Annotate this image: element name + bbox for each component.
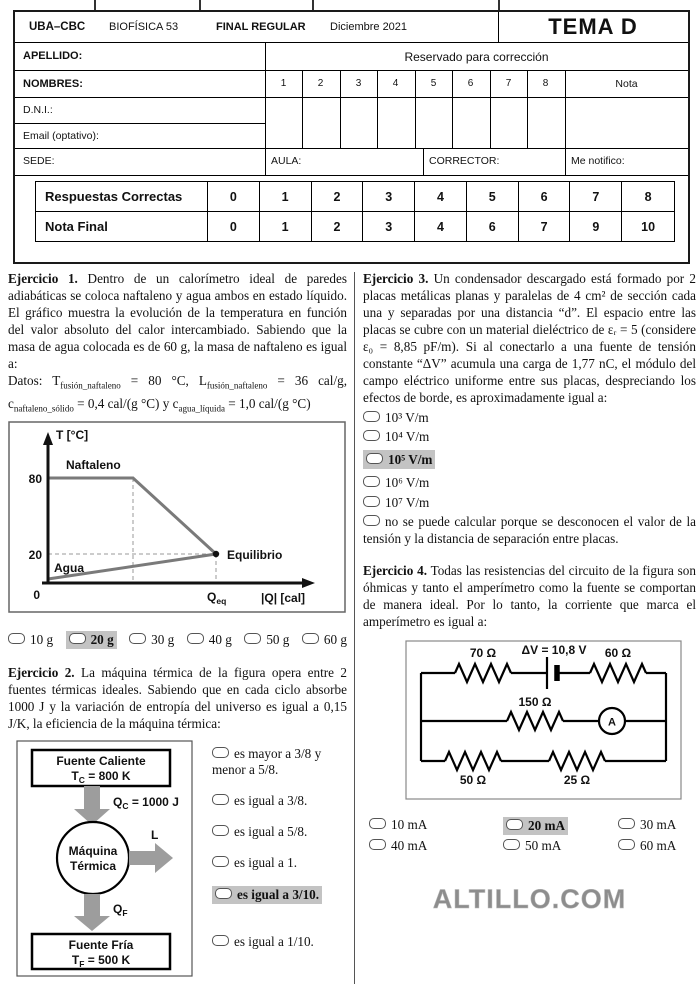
- checkbox-icon[interactable]: [212, 935, 229, 946]
- grading-cell: 2: [312, 182, 364, 212]
- checkbox-icon[interactable]: [369, 839, 386, 850]
- grading-cell: 7: [519, 212, 571, 241]
- course-label: BIOFÍSICA 53: [109, 21, 179, 33]
- answer-option[interactable]: es igual a 5/8.: [212, 824, 346, 840]
- answer-option[interactable]: es igual a 1.: [212, 855, 346, 871]
- question-number: 4: [392, 78, 399, 89]
- heat-engine-diagram: [16, 740, 194, 982]
- work-arrow: [129, 851, 155, 865]
- x-axis-arrow: [302, 578, 315, 588]
- agua-label: Agua: [54, 561, 84, 576]
- question-number: 7: [505, 78, 512, 89]
- exercise2-figure-block: [8, 740, 347, 982]
- grading-row-label: Respuestas Correctas: [36, 182, 208, 212]
- question-number: 3: [355, 78, 362, 89]
- question-number: 8: [542, 78, 549, 89]
- checkbox-icon[interactable]: [69, 633, 86, 644]
- exercise3-options: [363, 409, 696, 548]
- divider: [498, 12, 499, 42]
- answer-option-selected[interactable]: 10⁵ V/m: [363, 450, 435, 469]
- answer-option[interactable]: 50 mA: [503, 838, 618, 854]
- grading-cell: 5: [467, 182, 519, 212]
- dni-label: D.N.I.:: [23, 104, 53, 116]
- answer-option-selected[interactable]: 20 g: [66, 631, 117, 649]
- question-number: 5: [430, 78, 437, 89]
- right-column: [363, 270, 696, 915]
- y-axis-label: T [°C]: [56, 428, 89, 443]
- answer-option[interactable]: es mayor a 3/8 y menor a 5/8.: [212, 746, 322, 778]
- answer-option[interactable]: 10⁷ V/m: [363, 494, 696, 511]
- circuit-diagram: [405, 640, 682, 800]
- exercise4-title: Ejercicio 4.: [363, 563, 427, 578]
- aula-label: AULA:: [271, 155, 302, 167]
- divider: [15, 148, 688, 149]
- grading-cell: 0: [208, 182, 260, 212]
- grading-cell: 9: [570, 212, 622, 241]
- checkbox-icon[interactable]: [363, 496, 380, 507]
- exercise3-statement: Ejercicio 3. Un condensador descargado está formado por 2 placas metálicas planas y paralelas de 4 cm² de sección cada una y separadas por una distancia “d”. El espacio entre las placas se cubre con un material dieléctrico de εᵣ = 5 (considere ε₀ = 8,85 pF/m). Si al conectarlo a una fuente de tensión constante “ΔV” acumula una carga de 1,77 nC, el módulo del campo eléctrico uniforme entre sus placas, despreciando los efectos de borde, es aproximadamente igual a:: [363, 271, 696, 405]
- answer-option[interactable]: 60 g: [302, 632, 347, 648]
- answer-option[interactable]: 30 mA: [618, 817, 696, 835]
- exam-type-label: FINAL REGULAR: [216, 21, 306, 33]
- checkbox-icon[interactable]: [363, 515, 380, 526]
- checkbox-icon[interactable]: [506, 819, 523, 830]
- exercise2-options: [212, 746, 346, 965]
- qeq-label: $Q_{eq}$: [207, 590, 227, 607]
- exercise1-title: Ejercicio 1.: [8, 271, 78, 286]
- answer-option[interactable]: 10⁶ V/m: [363, 474, 696, 491]
- checkbox-icon[interactable]: [212, 825, 229, 836]
- column-divider: [354, 272, 355, 984]
- answer-option[interactable]: no se puede calcular porque se desconocen el valor de la tensión y la distancia de separación entre placas.: [363, 514, 696, 546]
- divider: [15, 175, 688, 176]
- answer-option-selected[interactable]: es igual a 3/10.: [212, 886, 322, 904]
- nombres-label: NOMBRES:: [23, 78, 83, 90]
- grading-cell: 6: [519, 182, 571, 212]
- apellido-label: APELLIDO:: [23, 50, 83, 62]
- header-form-box: [13, 10, 690, 264]
- checkbox-icon[interactable]: [618, 818, 635, 829]
- heat-out-arrow: [84, 894, 100, 916]
- cold-reservoir-label: Fuente Fría: [68, 938, 134, 953]
- left-column: [8, 270, 347, 982]
- answer-option[interactable]: es igual a 3/8.: [212, 793, 346, 809]
- question-number: 6: [467, 78, 474, 89]
- equilibrio-label: Equilibrio: [227, 548, 283, 563]
- grading-cell: 7: [570, 182, 622, 212]
- question-number: 2: [317, 78, 324, 89]
- resistor-60-label: 60 Ω: [604, 646, 632, 660]
- exercise4-statement: Ejercicio 4. Todas las resistencias del circuito de la figura son óhmicas y tanto el amperímetro como la fuente se comportan de manera ideal. Por lo tanto, la corriente que marca el amperímetro es igual a:: [363, 563, 696, 629]
- grading-cell: 4: [415, 182, 467, 212]
- answer-option[interactable]: 10⁴ V/m: [363, 428, 696, 445]
- grading-cell: 8: [622, 182, 674, 212]
- qc-label: $Q_C = 1000$ J: [113, 795, 179, 812]
- me-notifico-label: Me notifico:: [571, 155, 625, 167]
- resistor-70: [455, 664, 511, 682]
- naftaleno-curve: [48, 478, 216, 554]
- checkbox-icon[interactable]: [503, 839, 520, 850]
- answer-option[interactable]: 40 g: [187, 632, 232, 648]
- exercise2-statement: Ejercicio 2. La máquina térmica de la figura opera entre 2 fuentes térmicas ideales. Sabiendo que en cada ciclo absorbe 1000 J y la variación de entropía del universo es igual a 0,15 J/K, la eficiencia de la máquina térmica:: [8, 665, 348, 732]
- work-label: L: [151, 828, 159, 843]
- y-axis-arrow: [43, 432, 53, 445]
- grading-cell: 1: [260, 212, 312, 241]
- temperature-heat-chart: [8, 421, 346, 613]
- tick-20: 20: [28, 548, 42, 563]
- ammeter-label: A: [608, 716, 616, 729]
- checkbox-icon[interactable]: [244, 633, 261, 644]
- cold-temperature-label: $T_F = 500$ K: [71, 953, 131, 970]
- answer-option-selected[interactable]: 20 mA: [503, 817, 568, 835]
- equilibrium-point: [213, 551, 219, 557]
- answer-option[interactable]: 50 g: [244, 632, 289, 648]
- grading-cell: 6: [467, 212, 519, 241]
- checkbox-icon[interactable]: [212, 747, 229, 758]
- tema-label: TEMA D: [548, 14, 638, 39]
- grading-cell: 2: [312, 212, 364, 241]
- x-axis-label: |Q| [cal]: [261, 591, 306, 606]
- checkbox-icon[interactable]: [363, 476, 380, 487]
- answer-option[interactable]: 40 mA: [363, 838, 503, 854]
- naftaleno-label: Naftaleno: [66, 458, 121, 473]
- engine-circle: [57, 822, 129, 894]
- engine-label-2: Térmica: [69, 859, 117, 874]
- sede-label: SEDE:: [23, 155, 55, 167]
- nota-label: Nota: [615, 78, 638, 90]
- crop-tick: [312, 0, 314, 10]
- question-number: 1: [280, 78, 287, 89]
- grading-cell: 10: [641, 219, 656, 234]
- crop-tick: [94, 0, 96, 10]
- checkbox-icon[interactable]: [215, 888, 232, 899]
- checkbox-icon[interactable]: [8, 633, 25, 644]
- tick-0: 0: [33, 588, 40, 603]
- engine-label-1: Máquina: [68, 844, 118, 859]
- grading-row-label: Nota Final: [36, 212, 208, 241]
- checkbox-icon[interactable]: [187, 633, 204, 644]
- exam-date-label: Diciembre 2021: [330, 21, 408, 33]
- circuit-figure: [405, 640, 696, 805]
- source-label: ΔV = 10,8 V: [521, 643, 587, 657]
- grading-cell: 3: [363, 182, 415, 212]
- divider: [15, 97, 688, 98]
- resistor-50-label: 50 Ω: [459, 773, 487, 787]
- checkbox-icon[interactable]: [363, 430, 380, 441]
- resistor-70-label: 70 Ω: [469, 646, 497, 660]
- resistor-150: [507, 712, 563, 730]
- answer-option[interactable]: 10 mA: [363, 817, 503, 835]
- divider: [15, 42, 688, 43]
- checkbox-icon[interactable]: [363, 411, 380, 422]
- resistor-25: [549, 752, 605, 770]
- resistor-50: [445, 752, 501, 770]
- resistor-25-label: 25 Ω: [563, 773, 591, 787]
- divider: [423, 148, 424, 175]
- exercise3-title: Ejercicio 3.: [363, 271, 429, 286]
- hot-reservoir-label: Fuente Caliente: [56, 754, 146, 769]
- hot-temperature-label: $T_C = 800$ K: [71, 769, 131, 786]
- exercise1-data: Datos: $T_{fusión\_naftaleno} = 80$ °C, $L_{fusión\_naftaleno} = 36$ cal/g, $c_{naftaleno\_sólido} = 0,4$ cal/(g °C) y $c_{agua\_líquida} = 1,0$ cal/(g °C): [8, 373, 348, 414]
- grading-cell: 4: [415, 212, 467, 241]
- answer-option[interactable]: 10 g: [8, 632, 53, 648]
- qf-label: $Q_F$: [113, 902, 128, 919]
- reservado-label: Reservado para corrección: [404, 50, 549, 64]
- grading-table: [35, 181, 675, 242]
- exercise1-statement: Ejercicio 1. Dentro de un calorímetro ideal de paredes adiabáticas se coloca naftaleno y agua ambos en estado líquido. El gráfico muestra la evolución de la temperatura en función del valor absoluto del calor intercambiado. Sabiendo que la masa de agua colocada es de 60 g, la masa de naftaleno es igual a:: [8, 271, 347, 371]
- divider: [15, 123, 265, 124]
- crop-tick: [199, 0, 201, 10]
- resistor-60: [590, 664, 646, 682]
- checkbox-icon[interactable]: [302, 633, 319, 644]
- heat-in-arrow: [84, 786, 100, 809]
- grading-cell: 1: [260, 182, 312, 212]
- exercise2-title: Ejercicio 2.: [8, 665, 75, 681]
- watermark: ALTILLO.COM: [432, 884, 627, 914]
- answer-option[interactable]: es igual a 1/10.: [212, 934, 346, 950]
- divider: [15, 70, 688, 71]
- grading-cell: 3: [363, 212, 415, 241]
- checkbox-icon[interactable]: [366, 453, 383, 464]
- exercise4-options: [363, 817, 696, 854]
- checkbox-icon[interactable]: [212, 856, 229, 867]
- exercise1-options: [8, 631, 347, 649]
- checkbox-icon[interactable]: [369, 818, 386, 829]
- grading-cell: 0: [208, 212, 260, 241]
- checkbox-icon[interactable]: [212, 794, 229, 805]
- org-label: UBA–CBC: [29, 21, 86, 33]
- answer-option[interactable]: 10³ V/m: [363, 409, 696, 426]
- checkbox-icon[interactable]: [129, 633, 146, 644]
- corrector-label: CORRECTOR:: [429, 155, 500, 167]
- checkbox-icon[interactable]: [618, 839, 635, 850]
- email-label: Email (optativo):: [23, 130, 99, 142]
- answer-option[interactable]: 30 g: [129, 632, 174, 648]
- crop-tick: [498, 0, 500, 10]
- tick-80: 80: [28, 472, 42, 487]
- answer-option[interactable]: 60 mA: [618, 838, 696, 854]
- resistor-150-label: 150 Ω: [518, 695, 552, 709]
